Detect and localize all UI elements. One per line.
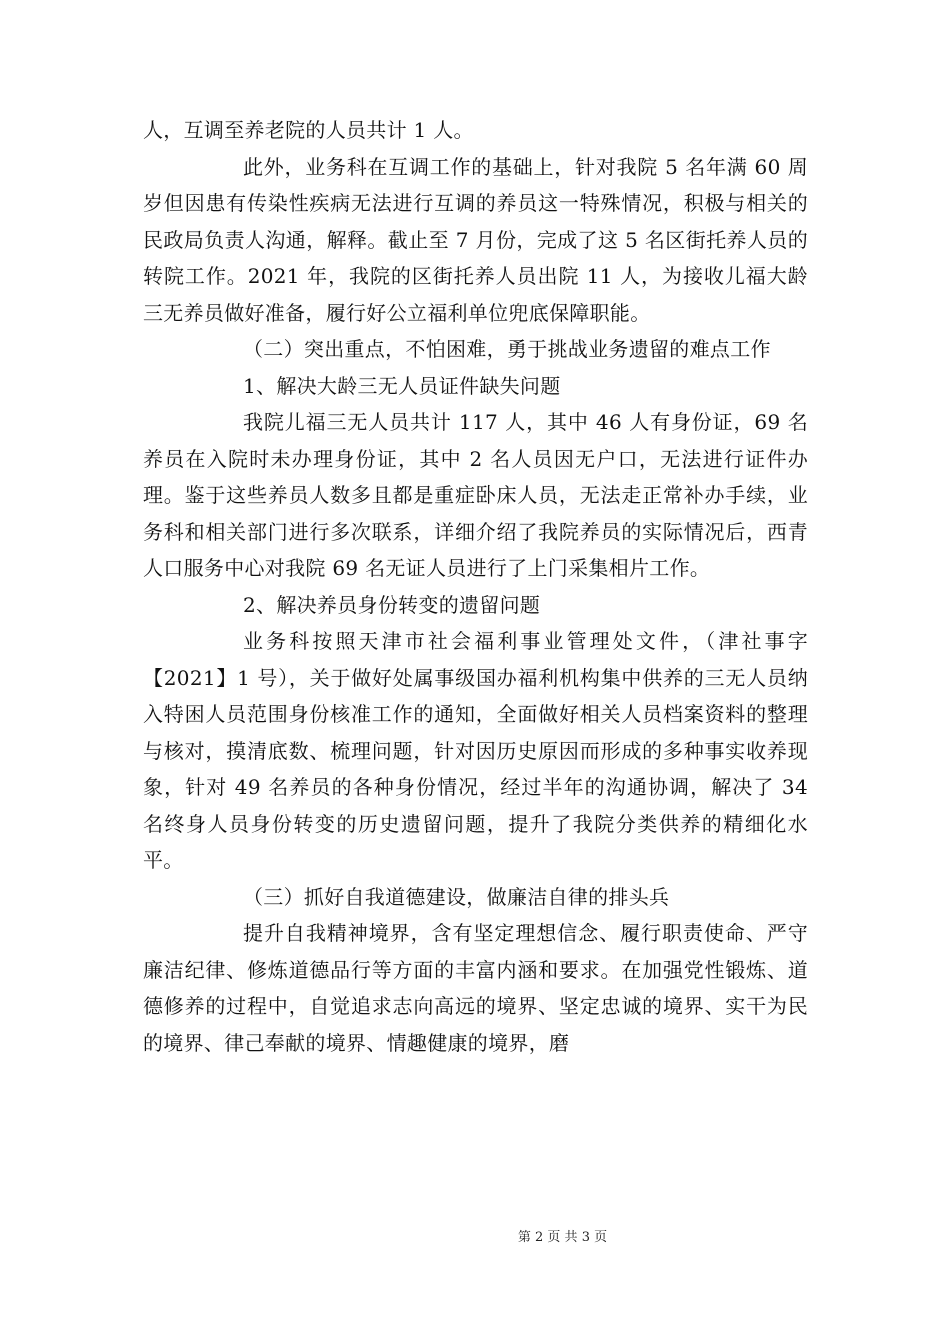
paragraph-id-documents: 我院儿福三无人员共计 117 人，其中 46 人有身份证，69 名养员在入院时未办理身份证，其中 2 名人员因无户口，无法进行证件办理。鉴于这些养员人数多且都是重症卧床人员，无法走正常补办手续，业务科和相关部门进行多次联系，详细介绍了我院养员的实际情况后，西青人口服务中心对我院 69 名无证人员进行了上门采集相片工作。 (143, 410, 808, 580)
paragraph-identity-status: 业务科按照天津市社会福利事业管理处文件，（津社事字【2021】1 号），关于做好处属事级国办福利机构集中供养的三无人员纳入特困人员范围身份核准工作的通知，全面做好相关人员档案资料的整理与核对，摸清底数、梳理问题，针对因历史原因而形成的多种事实收养现象，针对 49 名养员的各种身份情况，经过半年的沟通协调，解决了 34 名终身人员身份转变的历史遗留问题，提升了我院分类供养的精细化水平。 (143, 629, 808, 872)
paragraph-continuation: 人，互调至养老院的人员共计 1 人。 (143, 118, 474, 142)
section-heading-3: （三）抓好自我道德建设，做廉洁自律的排头兵 (243, 884, 670, 909)
paragraph-moral-building: 提升自我精神境界，含有坚定理想信念、履行职责使命、严守廉洁纪律、修炼道德品行等方面的丰富内涵和要求。在加强党性锻炼、道德修养的过程中，自觉追求志向高远的境界、坚定忠诚的境界、实干为民的境界、律己奉献的境界、情趣健康的境界，磨 (143, 921, 808, 1055)
paragraph-transfer-work: 此外，业务科在互调工作的基础上，针对我院 5 名年满 60 周岁但因患有传染性疾病无法进行互调的养员这一特殊情况，积极与相关的民政局负责人沟通，解释。截止至 7 月份，完成了这 5 名区街托养人员的转院工作。2021 年，我院的区街托养人员出院 11 人，为接收儿福大龄三无养员做好准备，履行好公立福利单位兜底保障职能。 (143, 154, 808, 325)
subheading-2: 2、解决养员身份转变的遗留问题 (243, 592, 541, 617)
subheading-1: 1、解决大龄三无人员证件缺失问题 (243, 373, 561, 398)
section-heading-2: （二）突出重点，不怕困难，勇于挑战业务遗留的难点工作 (243, 337, 771, 361)
page-number-footer: 第 2 页 共 3 页 (517, 1230, 608, 1245)
document-body (143, 112, 808, 1061)
